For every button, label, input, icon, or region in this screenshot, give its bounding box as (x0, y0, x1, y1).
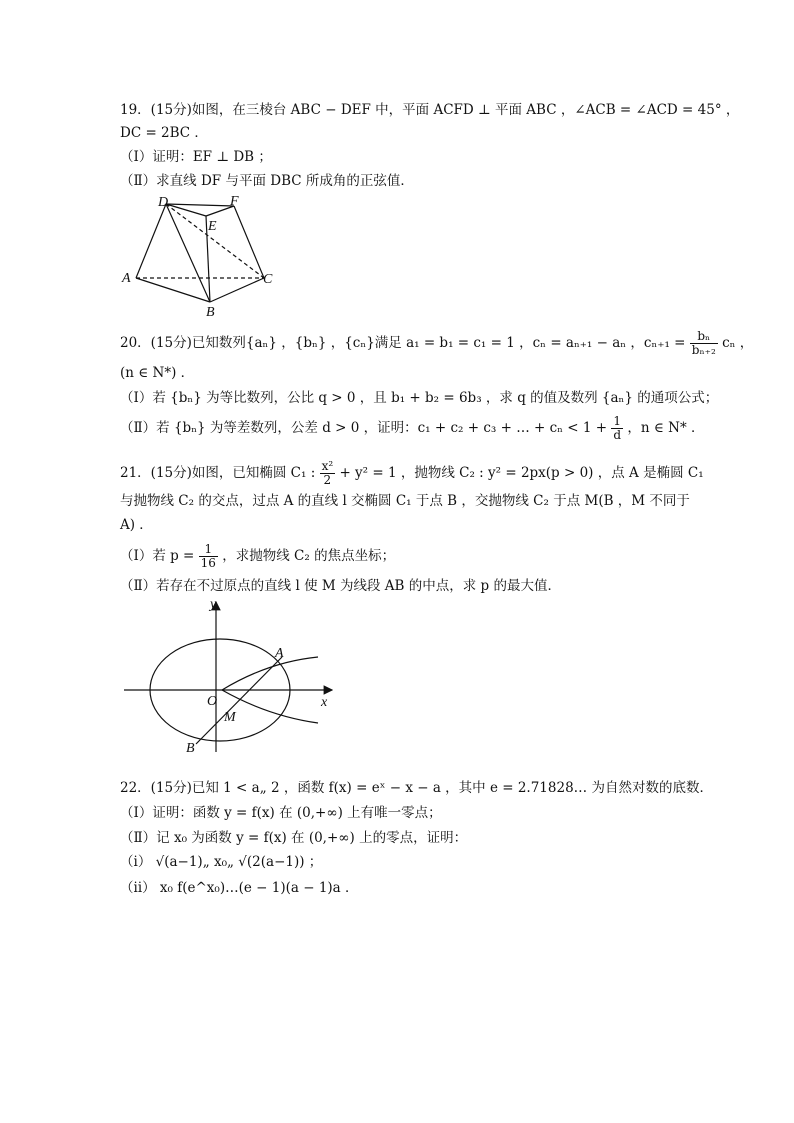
q19-frustum-figure (118, 192, 288, 320)
q22-sub2: （ⅱ） x₀ f(e^x₀)…(e − 1)(a − 1)a ． (120, 880, 359, 896)
q22-part2: （Ⅱ）记 x₀ 为函数 y = f(x) 在 (0,+∞) 上的零点，证明： (120, 830, 468, 846)
q21-part1: （Ⅰ）若 p = $\frac{1}{16}$ ，求抛物线 C₂ 的焦点坐标； (120, 542, 396, 570)
q20-part2-fraction: $\frac{1}{d}$ (613, 414, 622, 442)
q20-fraction: $\frac{\text{bₙ}}{\text{bₙ₊₂}}$ (691, 329, 716, 357)
label-x-axis: x (321, 695, 328, 710)
label-M: M (224, 710, 236, 725)
q20-line1: 20．(15分)已知数列{aₙ} ，{bₙ} ，{cₙ}满足 a₁ = b₁ = c₁ = 1 ，cₙ = aₙ₊₁ − aₙ ，cₙ₊₁ = $\frac{\text{bₙ}}{\text{bₙ₊₂}}$ cₙ ， (120, 329, 754, 357)
q21-p-fraction: $\frac{1}{16}$ (200, 542, 216, 570)
q21-ellipse-figure (118, 596, 348, 756)
label-A: A (275, 646, 284, 661)
q20-part1: （Ⅰ）若 {bₙ} 为等比数列，公比 q > 0 ，且 b₁ + b₂ = 6b₃ ，求 q 的值及数列 {aₙ} 的通项公式； (120, 390, 719, 406)
q21-line1: 21．(15分)如图，已知椭圆 C₁ : $\frac{\text{x²}}{2}$ + y² = 1 ，抛物线 C₂ : y² = 2px(p > 0) ，点 A 是椭圆 C₁ (120, 459, 704, 487)
q19-part1: （Ⅰ）证明：EF ⊥ DB ； (120, 149, 272, 165)
q19-line2: DC = 2BC ． (120, 125, 208, 141)
label-y-axis: y (210, 597, 217, 612)
q21-x2-fraction: $\frac{\text{x²}}{2}$ (321, 459, 334, 487)
label-B: B (186, 741, 195, 756)
q19-line1: 19．(15分)如图，在三棱台 ABC − DEF 中，平面 ACFD ⊥ 平面 ABC ，∠ACB = ∠ACD = 45° ， (120, 102, 740, 118)
q20-part2: （Ⅱ）若 {bₙ} 为等差数列，公差 d > 0 ，证明：c₁ + c₂ + c₃ + … + cₙ < 1 + $\frac{1}{d}$ ，n ∈ N* ． (120, 414, 705, 442)
label-E: E (208, 219, 217, 234)
q22-sub1: （ⅰ） √(a−1)„ x₀„ √(2(a−1)) ； (120, 854, 323, 870)
q19-part2: （Ⅱ）求直线 DF 与平面 DBC 所成角的正弦值． (120, 173, 414, 189)
label-O: O (207, 694, 218, 709)
q21-part2: （Ⅱ）若存在不过原点的直线 l 使 M 为线段 AB 的中点，求 p 的最大值． (120, 578, 561, 594)
label-D: D (158, 195, 169, 210)
q22-line1: 22．(15分)已知 1 < a„ 2 ，函数 f(x) = eˣ − x − a ，其中 e = 2.71828… 为自然对数的底数． (120, 780, 713, 796)
label-B: B (206, 305, 215, 320)
label-C: C (263, 272, 273, 287)
q21-line2: 与抛物线 C₂ 的交点，过点 A 的直线 l 交椭圆 C₁ 于点 B ，交抛物线 C₂ 于点 M(B ，M 不同于 (120, 493, 690, 509)
label-F: F (230, 194, 239, 209)
label-A: A (122, 271, 131, 286)
q22-part1: （Ⅰ）证明：函数 y = f(x) 在 (0,+∞) 上有唯一零点； (120, 805, 442, 821)
q21-line3: A) ． (120, 517, 153, 533)
q20-line2: (n ∈ N*) ． (120, 365, 195, 381)
